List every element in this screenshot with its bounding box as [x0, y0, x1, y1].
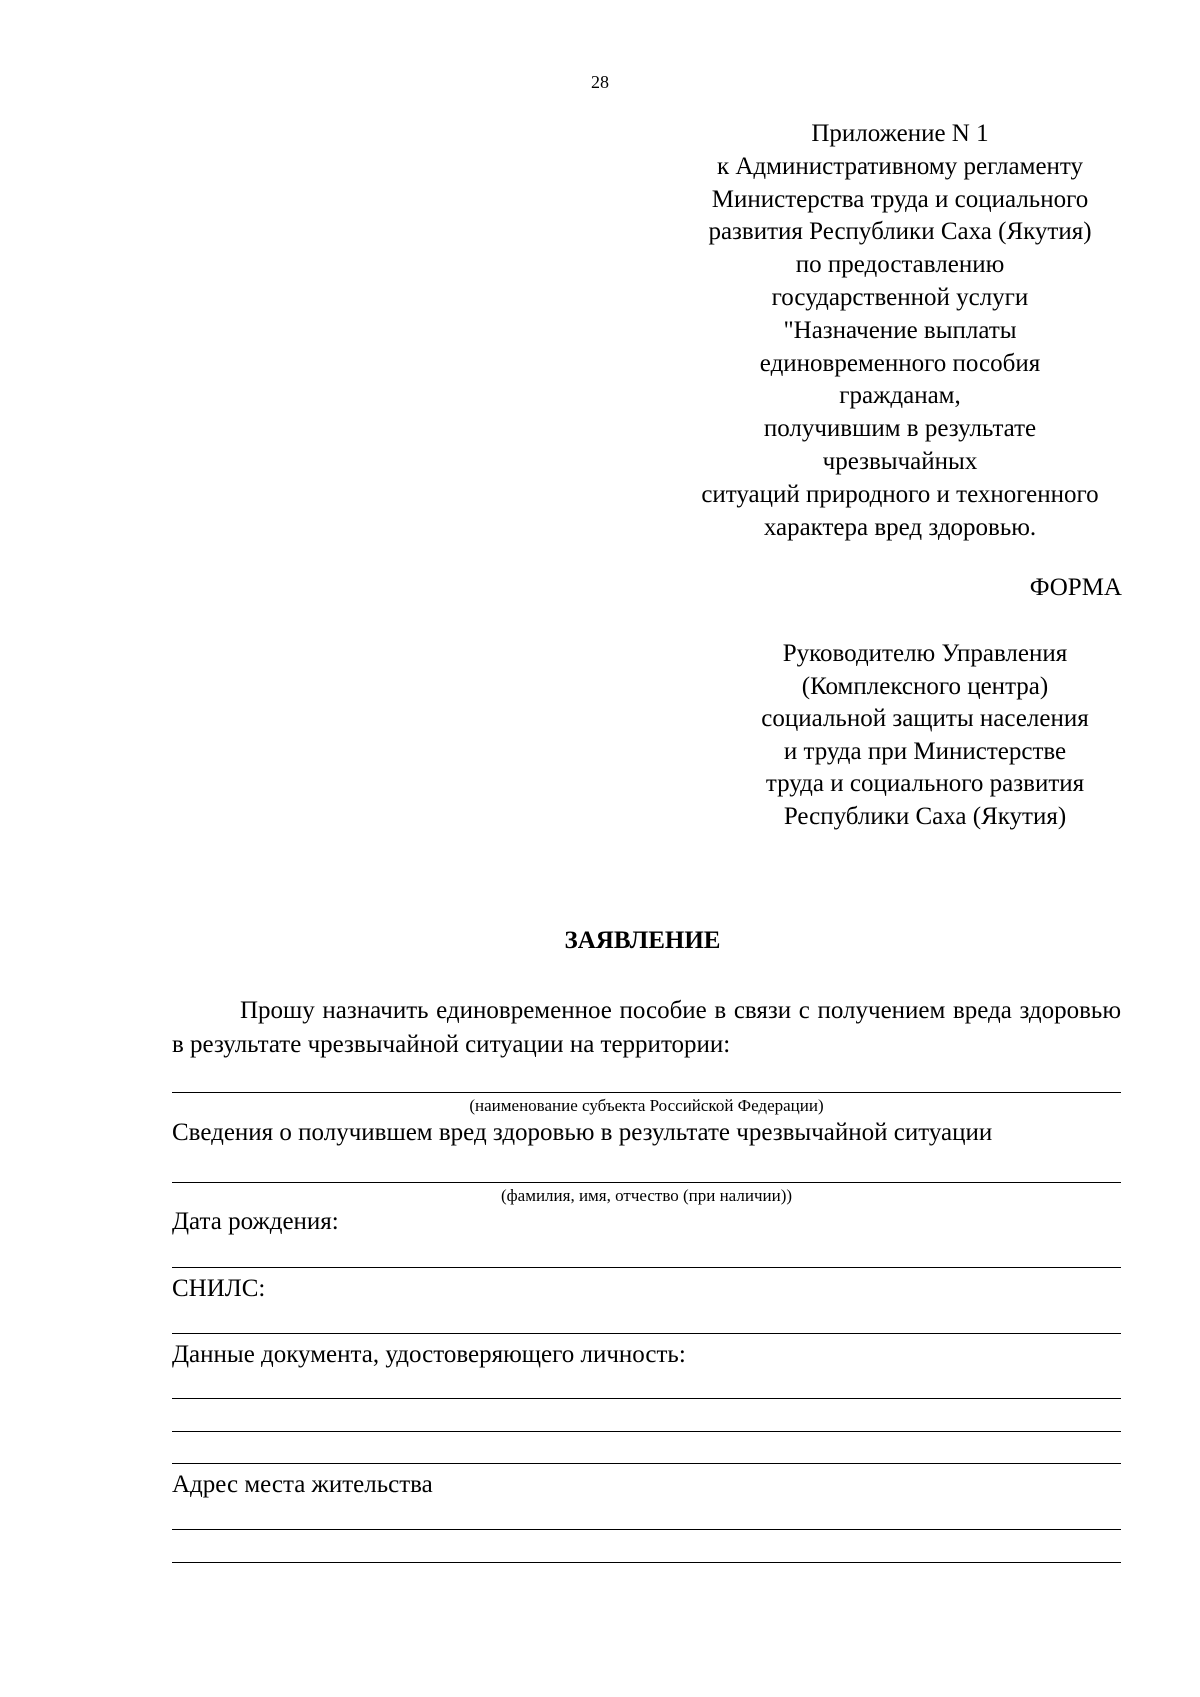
address-label: Адрес места жительства	[172, 1471, 433, 1498]
region-input-line[interactable]	[172, 1092, 1121, 1093]
name-input-line[interactable]	[172, 1182, 1121, 1183]
addressee-line: Руководителю Управления	[782, 640, 1068, 667]
appendix-line: чрезвычайных	[822, 447, 978, 475]
region-caption: (наименование субъекта Российской Федерации)	[469, 1096, 824, 1115]
appendix-heading	[640, 118, 1160, 544]
name-caption: (фамилия, имя, отчество (при наличии))	[500, 1186, 793, 1205]
appendix-line: государственной услуги	[771, 283, 1029, 311]
snils-input-line[interactable]	[172, 1333, 1121, 1334]
addressee-line: Республики Саха (Якутия)	[783, 802, 1067, 830]
addressee-line: (Комплексного центра)	[801, 672, 1049, 700]
appendix-line: единовременного пособия	[759, 349, 1041, 377]
addressee-line: социальной защиты населения	[761, 705, 1089, 732]
appendix-line: получившим в результате	[763, 415, 1037, 443]
addressee-line: труда и социального развития	[765, 770, 1085, 797]
id-document-input-line[interactable]	[172, 1463, 1121, 1464]
appendix-line: Приложение N 1	[811, 120, 989, 147]
birth-date-input-line[interactable]	[172, 1267, 1121, 1268]
appendix-line: к Административному регламенту	[716, 152, 1084, 180]
id-document-input-line[interactable]	[172, 1431, 1121, 1432]
id-document-input-line[interactable]	[172, 1398, 1121, 1399]
appendix-line: гражданам,	[839, 382, 961, 410]
appendix-line: по предоставлению	[795, 251, 1005, 279]
addressee-line: и труда при Министерстве	[783, 737, 1067, 765]
application-text: Прошу назначить единовременное пособие в связи с получением вреда здоровью в результате чрезвычайной ситуации на территории:	[172, 997, 1121, 1058]
address-input-line[interactable]	[172, 1529, 1121, 1530]
form-label: ФОРМА	[1029, 574, 1122, 601]
appendix-line: Министерства труда и социального	[711, 185, 1089, 213]
birth-date-label: Дата рождения:	[172, 1208, 339, 1235]
address-input-line[interactable]	[172, 1562, 1121, 1563]
appendix-line: характера вред здоровью.	[763, 513, 1037, 541]
id-document-label: Данные документа, удостоверяющего личность:	[172, 1341, 686, 1368]
appendix-line: развития Республики Саха (Якутия)	[708, 218, 1092, 246]
snils-label: СНИЛС:	[172, 1275, 266, 1302]
document-title: ЗАЯВЛЕНИЕ	[564, 927, 721, 954]
page-number: 28	[591, 72, 609, 92]
victim-info-label: Сведения о получившем вред здоровью в результате чрезвычайной ситуации	[172, 1119, 993, 1146]
addressee-block	[680, 638, 1170, 833]
appendix-line: "Назначение выплаты	[783, 316, 1017, 344]
appendix-line: ситуаций природного и техногенного	[701, 480, 1099, 508]
